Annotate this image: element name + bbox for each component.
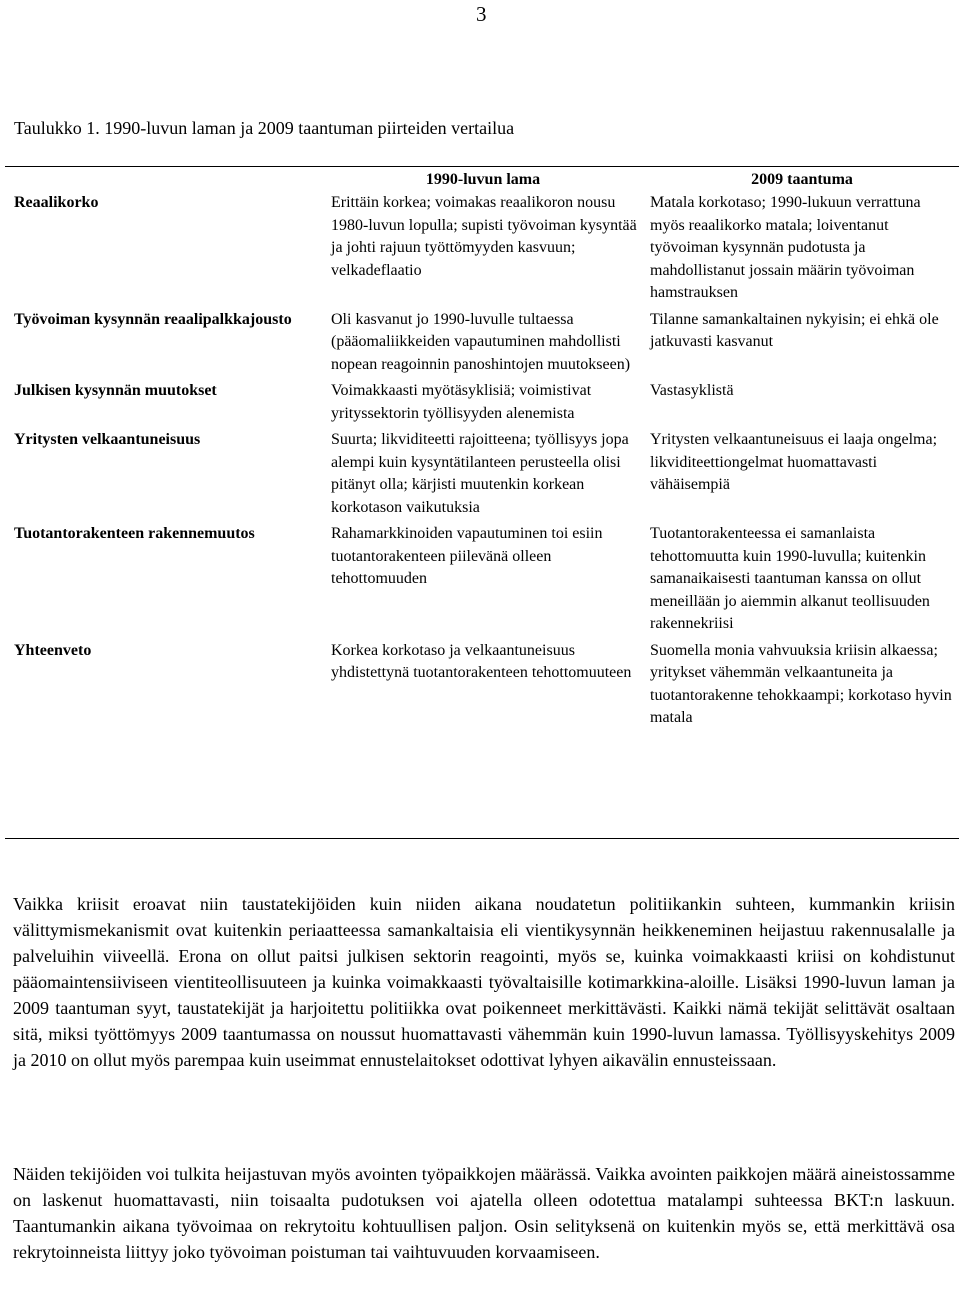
comparison-table: [5, 170, 959, 734]
caption-text: 1990-luvun laman ja 2009 taantuman piirteiden vertailua: [104, 118, 515, 138]
table-row: [5, 380, 959, 429]
table-row: [5, 309, 959, 381]
row-label: Yritysten velkaantuneisuus: [14, 431, 201, 448]
cell-lama: Korkea korkotaso ja velkaantuneisuus yhdistettynä tuotantorakenteen tehottomuuteen: [331, 641, 632, 681]
cell-taantuma: Suomella monia vahvuuksia kriisin alkaessa; yritykset vähemmän velkaantuneita ja tuotantorakenne tehokkaampi; korkotaso hyvin matala: [650, 641, 952, 726]
table-bottom-rule: [5, 838, 959, 839]
table-caption: [14, 118, 514, 139]
table-row: [5, 429, 959, 523]
cell-lama: Oli kasvanut jo 1990-luvulle tultaessa (pääomaliikkeiden vapautuminen mahdollisti nopean reagoinnin panoshintojen muutokseen): [331, 310, 631, 373]
table-top-rule: [5, 166, 959, 167]
table-row: [5, 192, 959, 309]
cell-lama: Rahamarkkinoiden vapautuminen toi esiin tuotantorakenteen piilevänä olleen tehottomuuden: [331, 525, 603, 587]
body-paragraph: Vaikka kriisit eroavat niin taustatekijöiden kuin niiden aikana noudatetun politiikankin suhteen, kummankin kriisin välittymismekanismit ovat kuitenkin periaatteessa samankaltaisia eli vientikysynnän heikkeneminen heijastuu rakennusalalle ja palveluihin viiveellä. Erona on ollut paitsi julkisen sektorin reagointi, myös se, kuinka voimakkaasti kriisi on kohdistunut pääomaintensiiviseen vientiteollisuuteen ja kuinka voimakkaasti työvaltaisille kotimarkkina-aloille. Lisäksi 1990-luvun laman ja 2009 taantuman syyt, taustatekijät ja harjoitettu politiikka ovat poikenneet merkittävästi. Kaikki nämä tekijät selittävät osaltaan sitä, miksi työttömyys 2009 taantumassa on noussut huomattavasti vähemmän kuin 1990-luvun lamassa. Työllisyyskehitys 2009 ja 2010 on ollut myös parempaa kuin useimmat ennustelaitokset odottivat lyhyen aikavälin ennusteissaan.: [13, 894, 955, 1070]
cell-taantuma: Vastasyklistä: [650, 382, 734, 399]
cell-taantuma: Matala korkotaso; 1990-lukuun verrattuna myös reaalikorko matala; loiventanut työvoiman kysynnän pudotusta ja mahdollistanut jossain määrin työvoiman hamstrauksen: [650, 194, 921, 301]
cell-lama: Suurta; likviditeetti rajoitteena; työllisyys jopa alempi kuin kysyntätilanteen perusteella olisi pitänyt olla; kärjisti muutenkin korkean korkotason vaikutuksia: [331, 431, 629, 516]
caption-label: Taulukko 1.: [14, 118, 100, 138]
row-label: Yhteenveto: [14, 641, 92, 659]
page-number: 3: [476, 2, 487, 26]
body-paragraph: Näiden tekijöiden voi tulkita heijastuvan myös avointen työpaikkojen määrässä. Vaikka avointen paikkojen määrä aineistossamme on laskenut huomattavasti, niin toisaalta pudotuksen voi ajatella olleen odotettua matalampi suhteessa BKT:n laskuun. Taantumankin aikana työvoimaa on rekrytoitu kohtuullisen paljon. Osin selityksenä on kuitenkin myös se, että merkittävä osa rekrytoinneista liittyy joko työvoiman poistuman tai vaihtuvuuden korvaamiseen.: [13, 1164, 955, 1262]
cell-taantuma: Tilanne samankaltainen nykyisin; ei ehkä ole jatkuvasti kasvanut: [650, 310, 939, 350]
header-empty: [5, 170, 321, 192]
cell-taantuma: Tuotantorakenteessa ei samanlaista tehottomuutta kuin 1990-luvulla; kuitenkin samanaikaisesti taantuman kanssa on ollut meneillään jo aiemmin alkanut teollisuuden rakennekriisi: [650, 525, 930, 632]
row-label: Reaalikorko: [14, 194, 99, 211]
row-label: Julkisen kysynnän muutokset: [14, 382, 217, 399]
cell-taantuma: Yritysten velkaantuneisuus ei laaja ongelma; likviditeettiongelmat huomattavasti vähäisempiä: [650, 431, 938, 493]
header-1990-lama: 1990-luvun lama: [425, 171, 541, 188]
header-2009-taantuma: 2009 taantuma: [751, 171, 853, 188]
row-label: Tuotantorakenteen rakennemuutos: [14, 525, 255, 542]
row-label: Työvoiman kysynnän reaalipalkkajousto: [14, 310, 292, 328]
table-header-row: [5, 170, 959, 192]
cell-lama: Erittäin korkea; voimakas reaalikoron nousu 1980-luvun lopulla; supisti työvoiman kysyntää ja johti rajuun työttömyyden kasvuun; velkadeflaatio: [331, 194, 637, 279]
table-row: [5, 523, 959, 640]
table-row: [5, 640, 959, 734]
cell-lama: Voimakkaasti myötäsyklisiä; voimistivat yrityssektorin työllisyyden alenemista: [331, 382, 592, 422]
